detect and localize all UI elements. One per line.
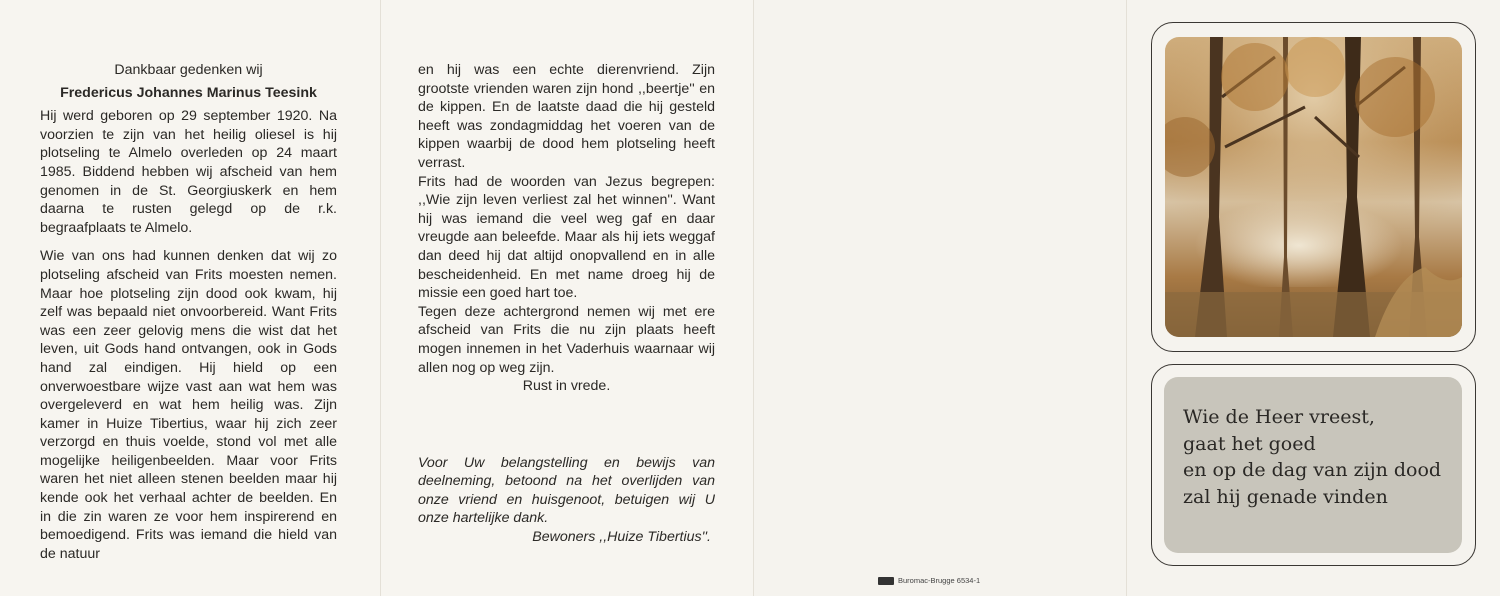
printer-mark [878,576,980,585]
signature: Bewoners ,,Huize Tibertius''. [532,529,711,546]
blank-panel [754,0,1126,596]
verse-line: gaat het goed [1183,432,1316,455]
printer-logo-icon [878,577,894,585]
verse-line: en op de dag van zijn dood [1183,459,1442,481]
deceased-name: Fredericus Johannes Marinus Teesink [60,84,317,101]
memorial-heading: Dankbaar gedenken wij [114,62,263,78]
memorial-text-right [418,61,715,547]
forest-photo [1165,37,1462,337]
tribute-paragraph: en hij was een echte dierenvriend. Zijn grootste vrienden waren zijn hond ,,beertje'' en de kippen. En de laatste daad die hij gesteld heeft was zondagmiddag het voeren van de kippen waarbij de dood hem plotseling heeft verrast. [418,62,715,171]
tribute-paragraph: Tegen deze achtergrond nemen wij met ere afscheid van Frits die nu zijn plaats heeft mogen innemen in het Vaderhuis waarnaar wij allen nog op weg zijn. [418,303,715,376]
verse-line: zal hij genade vinden [1183,485,1388,508]
forest-illustration [1165,37,1462,337]
memorial-text-left [40,61,337,563]
biography-paragraph: Hij werd geboren op 29 september 1920. Na voorzien te zijn van het heilig oliesel is hij plotseling te Almelo overleden op 24 maart 1985. Biddend hebben wij afscheid van hem genomen in de St. Georgiuskerk en hem daarna te rusten gelegd op de r.k. begraafplaats te Almelo. [40,108,337,236]
verse-line: Wie de Heer vreest, [1183,406,1375,428]
closing-line: Rust in vrede. [522,378,611,395]
bible-verse [1183,404,1453,510]
tribute-paragraph: Wie van ons had kunnen denken dat wij zo plotseling afscheid van Frits moesten nemen. Maar hoe plotseling zijn dood ook kwam, hij zelf was bepaald niet onvoorbereid. Want Frits was een zeer gelovig mens die wist dat het leven, uit Gods hand ontvangen, ook in Gods hand zal eindigen. Hij hield op een onverwoestbare wijze vast aan wat hem was overgeleverd en wat hem heilig was. Zijn kamer in Huize Tibertius, waar hij zich zeer verzorgd en thuis voelde, stond vol met alle mogelijke heiligenbeelden. Maar voor Frits waren het niet alleen stenen beelden maar hij kende ook het verhaal achter de beelden. En in die zin waren ze voor hem inspirerend en bemoedigend. Frits was iemand die hield van de natuur [40,248,337,562]
tribute-paragraph: Frits had de woorden van Jezus begrepen: ,,Wie zijn leven verliest zal het winnen''. Want hij was iemand die veel weg gaf en daar vreugde aan beleefde. Maar als hij iets weggaf dan deed hij dat altijd onopvallend en in alle bescheidenheid. En met name droeg hij de missie een goed hart toe. [418,173,715,302]
printer-label: Buromac-Brugge 6534-1 [898,576,981,585]
thanks-paragraph: Voor Uw belangstelling en bewijs van deelneming, betoond na het overlijden van onze vriend en huisgenoot, betuigen wij U onze hartelijke dank. [418,454,715,527]
